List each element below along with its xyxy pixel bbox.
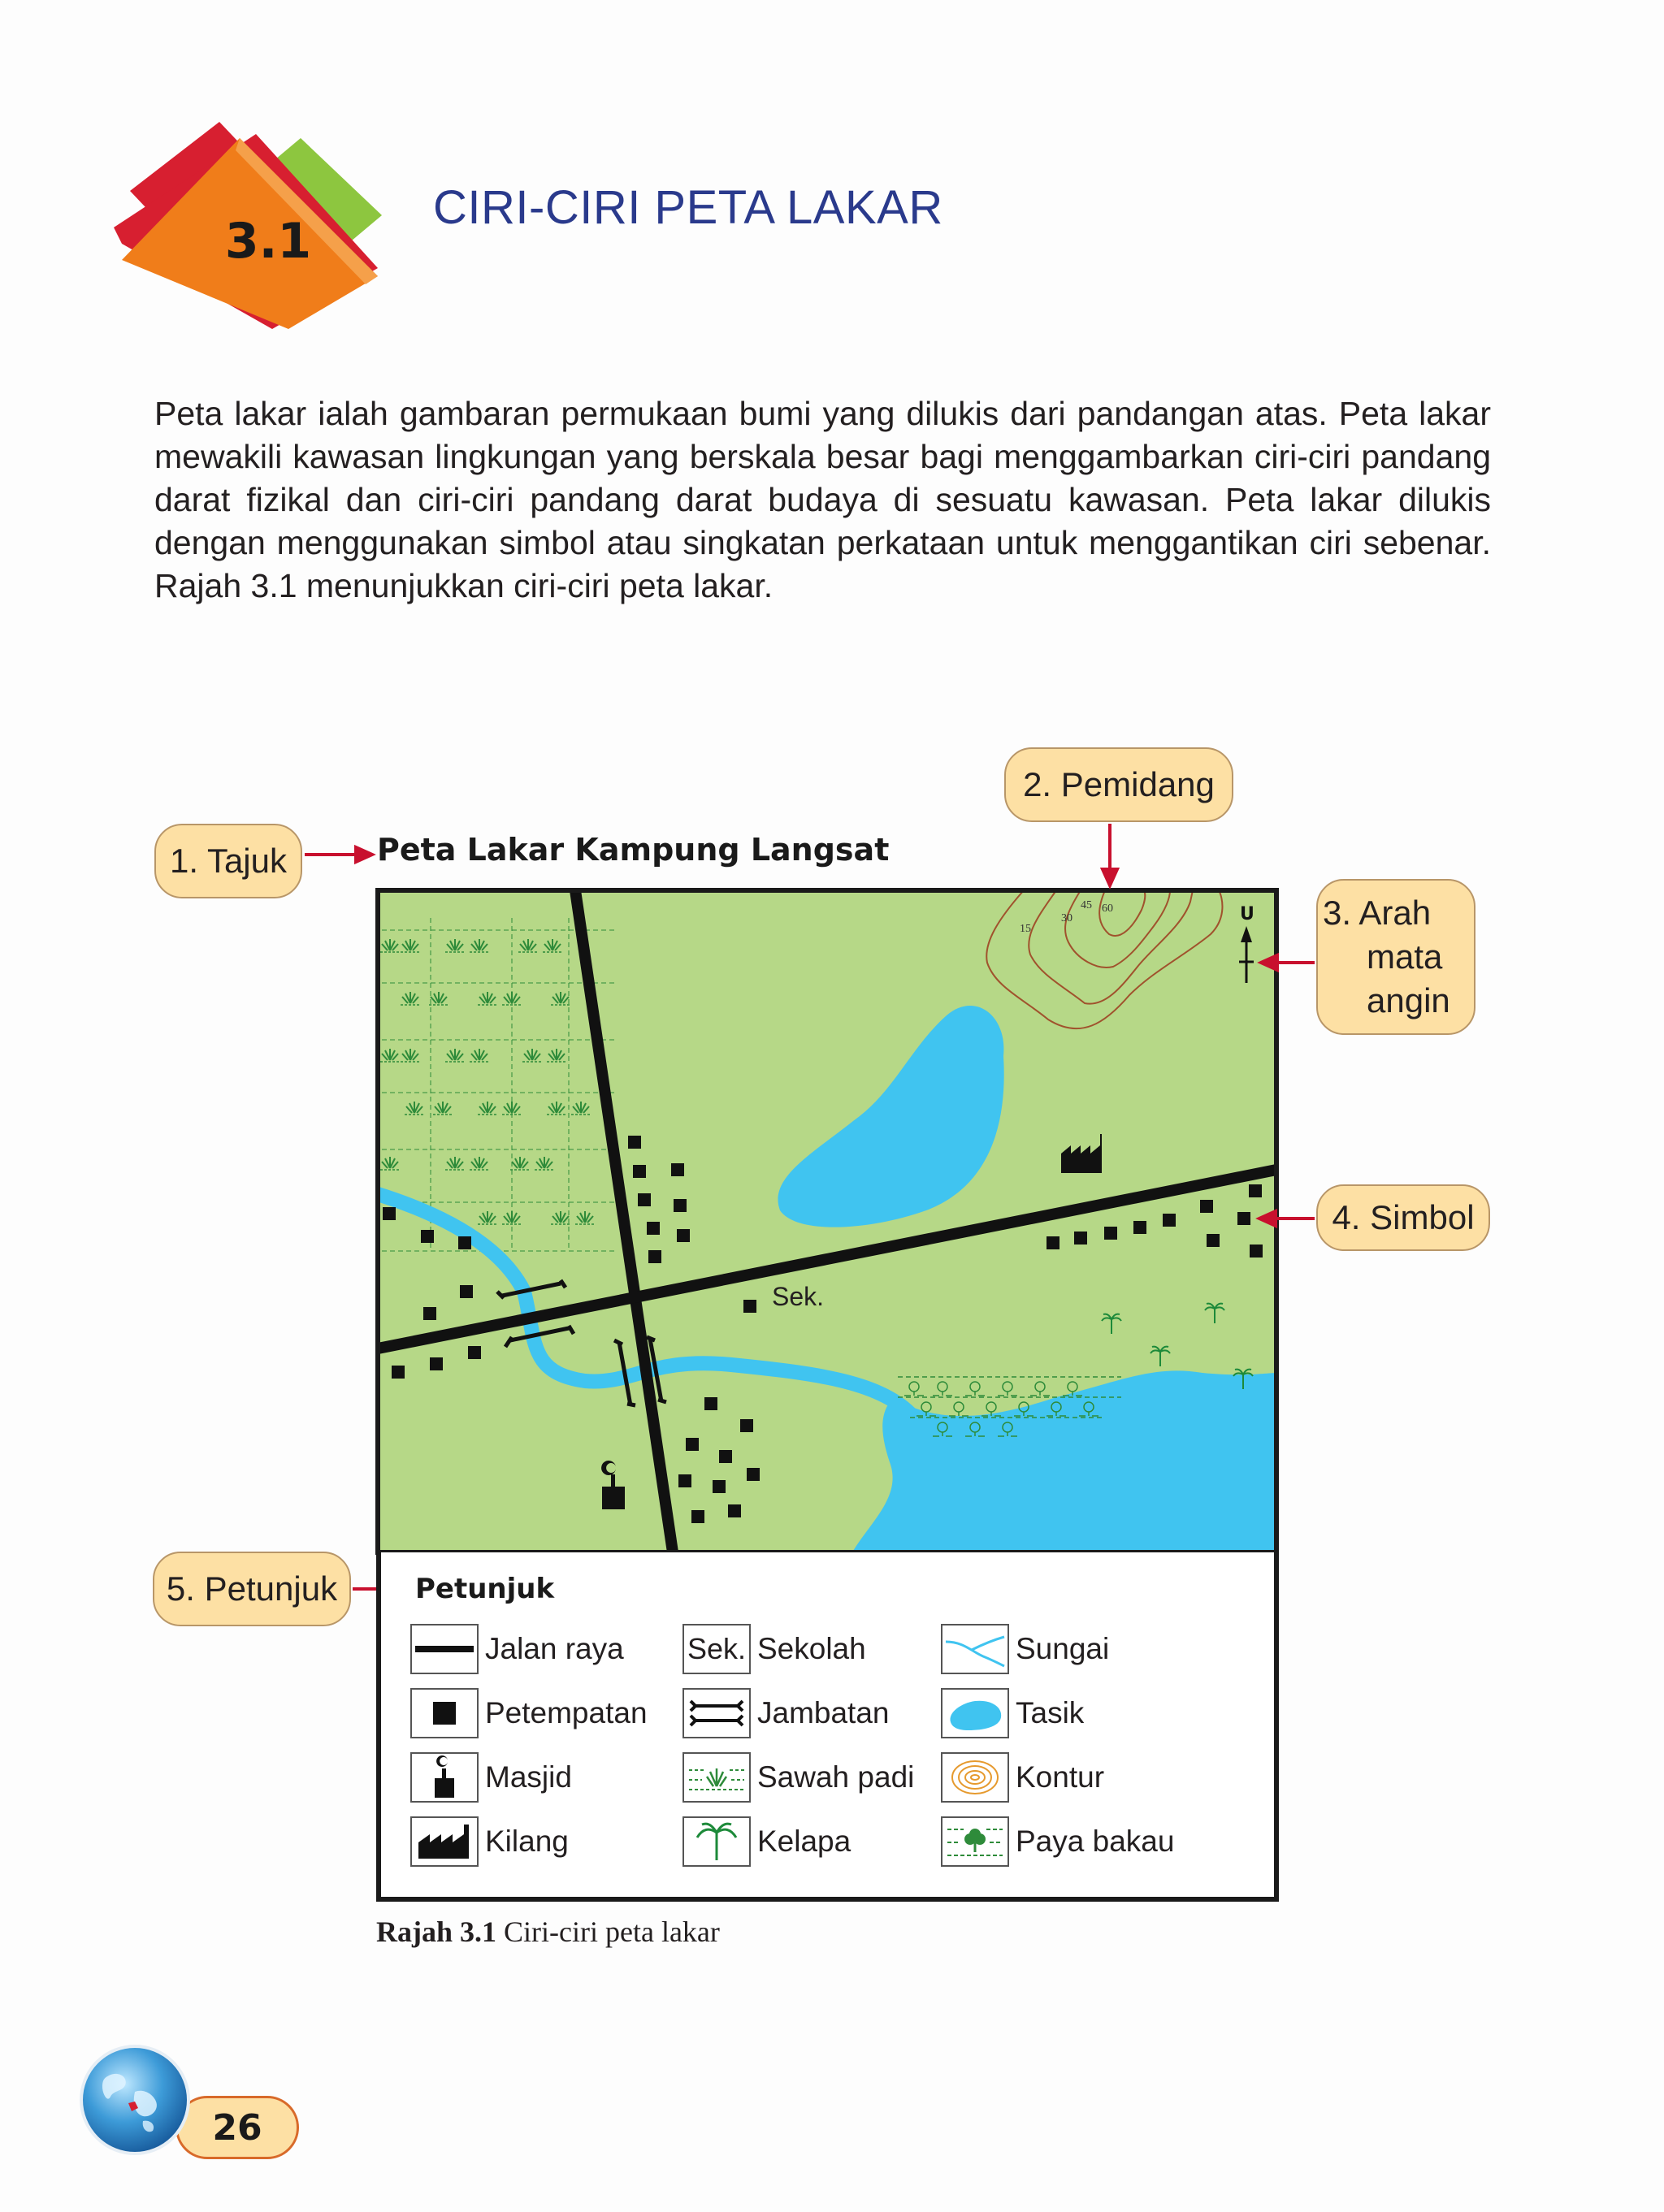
legend-item-river <box>941 1623 1109 1675</box>
callout-arah-line1: 3. Arah <box>1323 894 1432 932</box>
legend-label: Jambatan <box>757 1696 890 1729</box>
page-number: 26 <box>176 2096 299 2159</box>
legend-label: Sungai <box>1016 1632 1110 1665</box>
legend-label: Tasik <box>1016 1696 1085 1729</box>
legend-item-school <box>682 1623 866 1675</box>
legend-title: Petunjuk <box>415 1573 555 1605</box>
road-icon <box>410 1624 479 1674</box>
lake-icon <box>941 1688 1009 1738</box>
contour-icon <box>941 1752 1009 1803</box>
school-abbrev-icon: Sek. <box>682 1624 751 1674</box>
legend-label: Petempatan <box>485 1696 648 1729</box>
globe-icon <box>78 2043 192 2157</box>
bridge-icon <box>682 1688 751 1738</box>
callout-simbol: 4. Simbol <box>1316 1184 1490 1251</box>
legend-item-factory <box>410 1816 569 1868</box>
legend-label: Sekolah <box>757 1632 866 1665</box>
callout-pemidang: 2. Pemidang <box>1004 747 1233 822</box>
legend-item-road <box>410 1623 624 1675</box>
river-icon <box>941 1624 1009 1674</box>
legend-label: Paya bakau <box>1016 1825 1175 1858</box>
mosque-icon <box>410 1752 479 1803</box>
callout-arah-line2: mata <box>1367 937 1443 976</box>
contour-label-45: 45 <box>1081 899 1092 911</box>
legend-label: Jalan raya <box>485 1632 624 1665</box>
figure-caption <box>376 1915 720 1949</box>
legend-label: Sawah padi <box>757 1760 915 1794</box>
caption-number: Rajah 3.1 <box>376 1915 497 1948</box>
legend-label: Masjid <box>485 1760 572 1794</box>
legend-item-settlement <box>410 1687 648 1739</box>
callout-tajuk: 1. Tajuk <box>154 824 302 898</box>
callout-petunjuk: 5. Petunjuk <box>153 1552 351 1626</box>
settlement-icon <box>410 1688 479 1738</box>
map-title: Peta Lakar Kampung Langsat <box>377 832 890 868</box>
school-label: Sek. <box>772 1282 825 1311</box>
legend-item-lake <box>941 1687 1084 1739</box>
paddy-icon <box>682 1752 751 1803</box>
caption-text: Ciri-ciri peta lakar <box>496 1915 720 1948</box>
legend-item-paddy <box>682 1751 914 1803</box>
contour-label-30: 30 <box>1061 912 1072 924</box>
legend-item-mosque <box>410 1751 572 1803</box>
legend-item-contour <box>941 1751 1104 1803</box>
section-title: CIRI-CIRI PETA LAKAR <box>433 181 943 234</box>
mangrove-icon <box>941 1816 1009 1867</box>
callout-arah-line3: angin <box>1367 981 1450 1019</box>
contour-label-15: 15 <box>1020 923 1031 935</box>
legend-label: Kontur <box>1016 1760 1105 1794</box>
legend-item-mangrove <box>941 1816 1174 1868</box>
callout-arah-mata-angin <box>1316 879 1476 1035</box>
factory-icon <box>410 1816 479 1867</box>
legend-label: Kilang <box>485 1825 569 1858</box>
legend-item-bridge <box>682 1687 890 1739</box>
section-number: 3.1 <box>224 213 312 270</box>
contour-label-60: 60 <box>1102 903 1113 915</box>
legend-label: Kelapa <box>757 1825 852 1858</box>
north-label: U <box>1240 904 1254 924</box>
legend-item-coconut <box>682 1816 851 1868</box>
coconut-icon <box>682 1816 751 1867</box>
intro-paragraph: Peta lakar ialah gambaran permukaan bumi yang dilukis dari pandangan atas. Peta lakar mewakili kawasan lingkungan yang berskala besar bagi menggambarkan ciri-ciri pandang darat fizikal dan ciri-ciri pandang darat budaya di sesuatu kawasan. Peta lakar dilukis dengan menggunakan simbol atau singkatan perkataan untuk menggantikan ciri sebenar. Rajah 3.1 menunjukkan ciri-ciri peta lakar. <box>154 395 1491 604</box>
